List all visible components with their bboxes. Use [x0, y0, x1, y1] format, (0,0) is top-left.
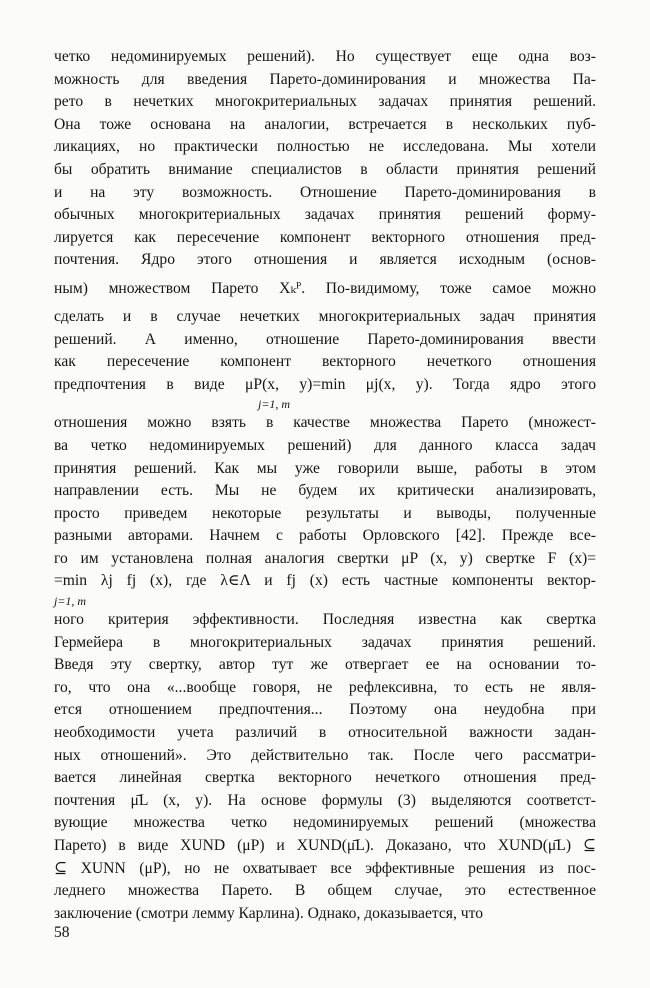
text-line: бы обратить внимание специалистов в области принятия решений: [54, 160, 596, 178]
text-line: ликациях, но практически полностью не исследована. Мы хотели: [54, 138, 596, 156]
text-line: ется отношением предпочтения... Поэтому она неудобна при: [54, 701, 596, 719]
text-line: ным) множеством Парето Xₖᴾ. По-видимому, тоже самое можно: [54, 279, 596, 297]
text-line: четко недоминируемых решений). Но существует еще одна воз-: [54, 48, 596, 65]
body-text: [54, 46, 596, 925]
text-line: предпочтения в виде μP(x, y)=min μj(x, y). Тогда ядро этого: [54, 375, 596, 393]
text-line: разными авторами. Начнем с работы Орловского [42]. Прежде все-: [54, 527, 596, 545]
text-line: направлении есть. Мы не будем их критически анализировать,: [54, 482, 596, 500]
text-line: вается линейная свертка векторного нечеткого отношения пред-: [54, 769, 596, 787]
text-line: го им установлена полная аналогия свертки μP (x, y) свертке F (x)=: [54, 549, 596, 567]
text-line: можность для введения Парето-доминирования и множества Па-: [54, 70, 596, 88]
text-line: ного критерия эффективности. Последняя известна как свертка: [54, 611, 596, 629]
text-line: вующие множества четко недоминируемых решений (множества: [54, 814, 596, 832]
text-line: принятия решений. Как мы уже говорили выше, работы в этом: [54, 459, 596, 477]
text-line: заключение (смотри лемму Карлина). Однако, доказывается, что: [54, 904, 484, 922]
text-line: Гермейера в многокритериальных задачах принятия решений.: [54, 633, 596, 651]
text-line: как пересечение компонент векторного нечеткого отношения: [54, 353, 596, 371]
text-line: рето в нечетких многокритериальных задачах принятия решений.: [54, 93, 596, 111]
text-line: почтения. Ядро этого отношения и является исходным (основ-: [54, 251, 596, 269]
text-line: ⊆ XUNN (μP), но не охватывает все эффективные решения из пос-: [54, 859, 596, 877]
text-line: отношения можно взять в качестве множества Парето (множест-: [54, 414, 596, 432]
text-line: Введя эту свертку, автор тут же отвергает ее на основании то-: [54, 656, 596, 674]
formula-subscript: j=1, m: [258, 397, 291, 412]
text-line: просто приведем некоторые результаты и выводы, полученные: [54, 504, 596, 522]
text-line: го, что она «...вообще говоря, не рефлексивна, то есть не явля-: [54, 678, 596, 696]
text-line: леднего множества Парето. В общем случае, это естественное: [54, 882, 596, 900]
text-line: решений. А именно, отношение Парето-доминирования ввести: [54, 330, 596, 348]
text-line: =min λj fj (x), где λ∈Λ и fj (x) есть частные компоненты вектор-: [54, 572, 596, 590]
page-number: 58: [54, 924, 70, 941]
text-line: лируется как пересечение компонент векторного отношения пред-: [54, 228, 596, 246]
text-line: обычных многокритериальных задачах принятия решений форму-: [54, 206, 596, 224]
text-line: необходимости учета различий в относительной важности задан-: [54, 724, 596, 742]
text-line: Парето) в виде XUND (μP) и XUND(μ̄L). Доказано, что XUND(μ̄L) ⊆: [54, 837, 596, 854]
text-line: ных отношений». Это действительно так. После чего рассматри-: [54, 746, 596, 764]
text-line: сделать и в случае нечетких многокритериальных задач принятия: [54, 307, 596, 325]
text-line: Она тоже основана на аналогии, встречается в нескольких пуб-: [54, 115, 596, 133]
text-line: почтения μ̄L (x, y). На основе формулы (3) выделяются соответст-: [54, 791, 596, 809]
text-line: ва четко недоминируемых решений) для данного класса задач: [54, 436, 596, 454]
text-line: и на эту возможность. Отношение Парето-доминирования в: [54, 183, 596, 201]
formula-subscript: j=1, m: [54, 594, 87, 609]
